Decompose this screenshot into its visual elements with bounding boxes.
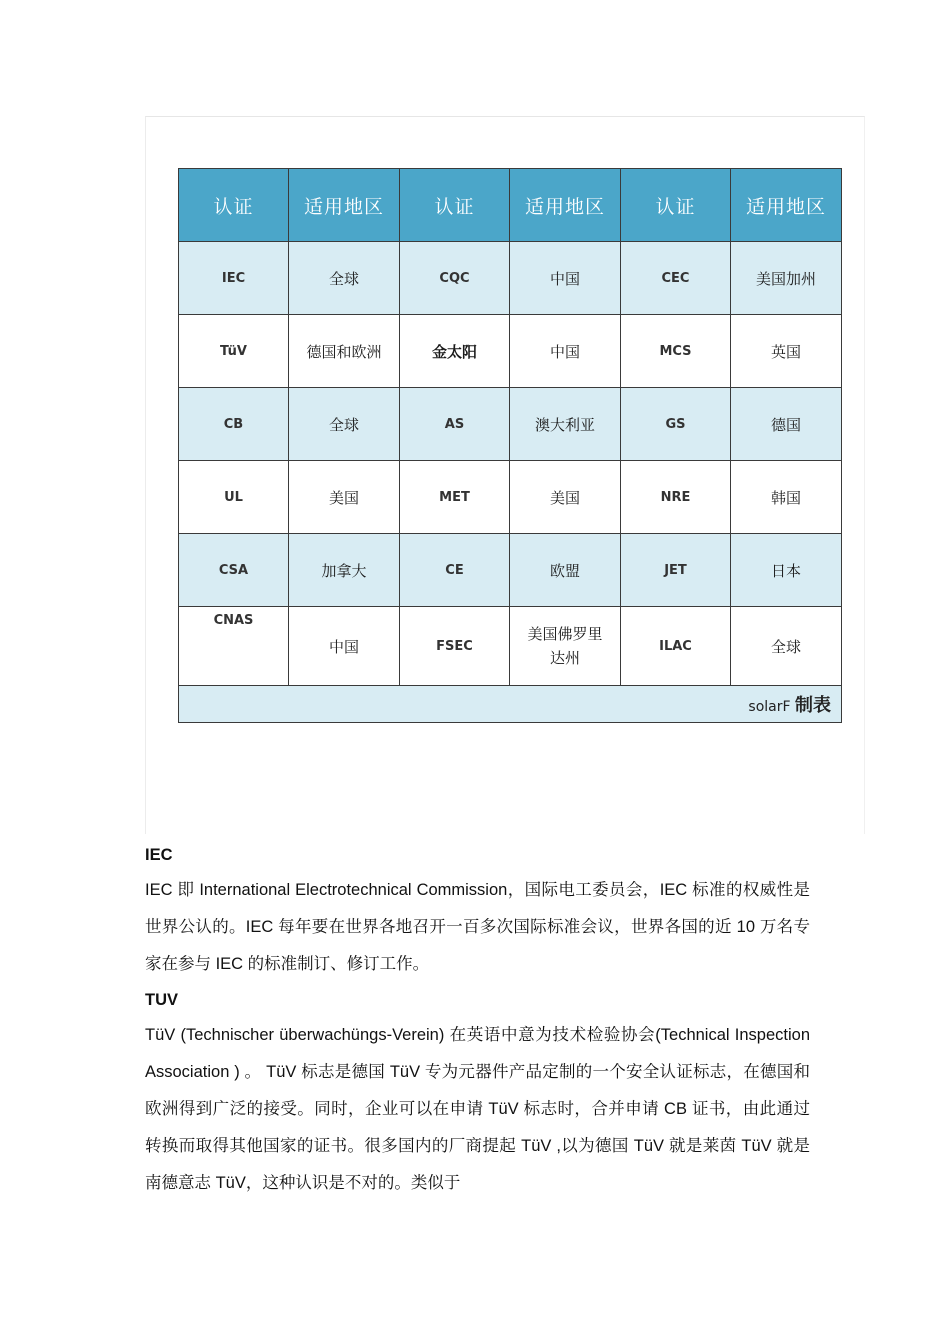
table-cell: 美国佛罗里达州	[510, 607, 621, 686]
table-row	[179, 388, 842, 461]
table-cell: MCS	[621, 315, 731, 388]
table-cell: 全球	[289, 242, 400, 315]
table-cell: 中国	[289, 607, 400, 686]
table-cell: TüV	[179, 315, 289, 388]
table-row	[179, 461, 842, 534]
table-cell: 澳大利亚	[510, 388, 621, 461]
table-cell: 全球	[731, 607, 842, 686]
table-cell: MET	[400, 461, 510, 534]
table-row	[179, 242, 842, 315]
table-cell: 中国	[510, 315, 621, 388]
table-cell: 全球	[289, 388, 400, 461]
table-cell: CSA	[179, 534, 289, 607]
section-heading-tuv: TUV	[145, 991, 178, 1009]
table-cell: 德国	[731, 388, 842, 461]
header-region-2: 适用地区	[510, 169, 621, 242]
table-row	[179, 534, 842, 607]
table-cell: 德国和欧洲	[289, 315, 400, 388]
table-cell: CNAS	[179, 607, 289, 686]
table-row	[179, 607, 842, 686]
table-cell: 加拿大	[289, 534, 400, 607]
body-text	[145, 842, 810, 1206]
table-cell: UL	[179, 461, 289, 534]
table-cell: 英国	[731, 315, 842, 388]
table-cell: 韩国	[731, 461, 842, 534]
table-footer-row	[179, 686, 842, 723]
credit-suffix: 制表	[795, 695, 831, 716]
table-cell: 美国加州	[731, 242, 842, 315]
header-cert-3: 认证	[621, 169, 731, 242]
table-cell: 美国	[289, 461, 400, 534]
table-cell: 欧盟	[510, 534, 621, 607]
certification-table	[178, 168, 842, 723]
table-cell: CB	[179, 388, 289, 461]
table-cell: CQC	[400, 242, 510, 315]
section-paragraph-tuv: TüV (Technischer überwachüngs-Verein) 在英语中意为技术检验协会(Technical Inspection Association ) 。 TüV 标志是德国 TüV 专为元器件产品定制的一个安全认证标志，在德国和欧洲得到广泛的接受。同时，企业可以在申请 TüV 标志时，合并申请 CB 证书，由此通过转换而取得其他国家的证书。很多国内的厂商提起 TüV ,以为德国 TüV 就是莱茵 TüV 就是南德意志 TüV，这种认识是不对的。类似于	[145, 1026, 810, 1192]
header-region-1: 适用地区	[289, 169, 400, 242]
table-cell: ILAC	[621, 607, 731, 686]
table-cell: 金太阳	[400, 315, 510, 388]
header-cert-2: 认证	[400, 169, 510, 242]
table-cell: FSEC	[400, 607, 510, 686]
table-cell: CE	[400, 534, 510, 607]
table-cell: IEC	[179, 242, 289, 315]
header-cert-1: 认证	[179, 169, 289, 242]
table-cell: 美国	[510, 461, 621, 534]
section-heading-iec: IEC	[145, 846, 173, 864]
table-cell: 中国	[510, 242, 621, 315]
table-cell: AS	[400, 388, 510, 461]
table-cell: NRE	[621, 461, 731, 534]
table-row	[179, 315, 842, 388]
credit-brand: solarF	[748, 699, 791, 715]
section-paragraph-iec: IEC 即 International Electrotechnical Commission，国际电工委员会，IEC 标准的权威性是世界公认的。IEC 每年要在世界各地召开一百多次国际标准会议，世界各国的近 10 万名专家在参与 IEC 的标准制订、修订工作。	[145, 881, 810, 973]
table-credit	[179, 686, 842, 723]
table-cell: GS	[621, 388, 731, 461]
table-cell: CEC	[621, 242, 731, 315]
table-cell: 日本	[731, 534, 842, 607]
header-region-3: 适用地区	[731, 169, 842, 242]
table-header-row	[179, 169, 842, 242]
table-cell: JET	[621, 534, 731, 607]
